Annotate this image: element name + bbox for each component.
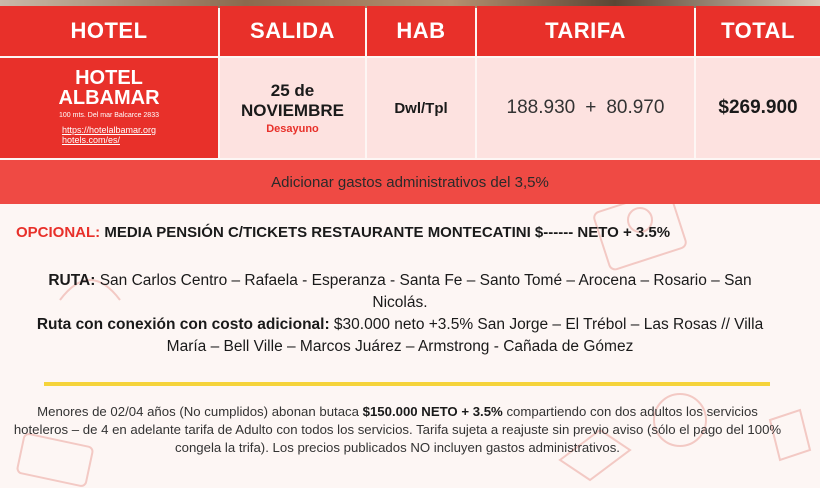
optional-line: [16, 224, 806, 241]
optional-label: OPCIONAL:: [16, 224, 101, 241]
connection-text: $30.000 neto +3.5% San Jorge – El Trébol – Las Rosas // Villa María – Bell Ville – Marcos Juárez – Armstrong - Cañada de Gómez: [166, 316, 764, 355]
divider-rule: [44, 382, 770, 386]
date-line1: 25 de: [270, 81, 315, 100]
optional-text: MEDIA PENSIÓN C/TICKETS RESTAURANTE MONTECATINI $------ NETO + 3.5%: [100, 224, 671, 241]
salida-cell: [220, 58, 365, 158]
route-text: San Carlos Centro – Rafaela - Esperanza - Santa Fe – Santo Tomé – Arocena – Rosario – San Nicolás.: [95, 272, 752, 311]
hotel-website-link[interactable]: https://hotelalbamar.org: [61, 125, 157, 135]
footer-child-price: $150.000 NETO + 3.5%: [362, 404, 503, 419]
tarifa-plus: +: [585, 97, 597, 118]
total-cell: [696, 58, 820, 158]
connection-label: Ruta con conexión con costo adicional:: [36, 316, 330, 333]
hab-cell: [367, 58, 475, 158]
footer-part2: compartiendo con dos adultos los servicios hoteleros – de 4 en adelante tarifa de Adulto con todos los servicios. Tarifa sujeta a reajuste sin previo aviso (sólo el pago del 100% congela la trifa). Los precios publicados NO incluyen gastos administrativos.: [13, 404, 782, 455]
hotel-address: 100 mts. Del mar Balcarce 2833: [59, 112, 159, 119]
tarifa-base: 188.930: [506, 97, 576, 118]
footer-part1: Menores de 02/04 años (No cumplidos) abonan butaca: [37, 404, 363, 419]
date-line2: NOVIEMBRE: [241, 101, 344, 120]
header-salida: SALIDA: [220, 6, 365, 56]
route-label: RUTA:: [48, 272, 96, 289]
admin-fee-banner: Adicionar gastos administrativos del 3,5%: [0, 160, 820, 204]
total-price: $269.900: [718, 97, 798, 118]
conditions-footer: [10, 403, 785, 457]
tarifa-cell: [477, 58, 694, 158]
room-type: Dwl/Tpl: [394, 99, 448, 117]
board-type: Desayuno: [266, 123, 319, 135]
tarifa-extra: 80.970: [606, 97, 665, 118]
hotel-cell: [0, 58, 218, 158]
header-total: TOTAL: [696, 6, 820, 56]
hotels-com-link[interactable]: hotels.com/es/: [61, 135, 120, 145]
hotel-name-line2: ALBAMAR: [58, 87, 160, 109]
header-tarifa: TARIFA: [477, 6, 694, 56]
header-hab: HAB: [367, 6, 475, 56]
hotel-name-line1: HOTEL: [75, 67, 143, 89]
route-block: [20, 270, 780, 358]
header-hotel: HOTEL: [0, 6, 218, 56]
